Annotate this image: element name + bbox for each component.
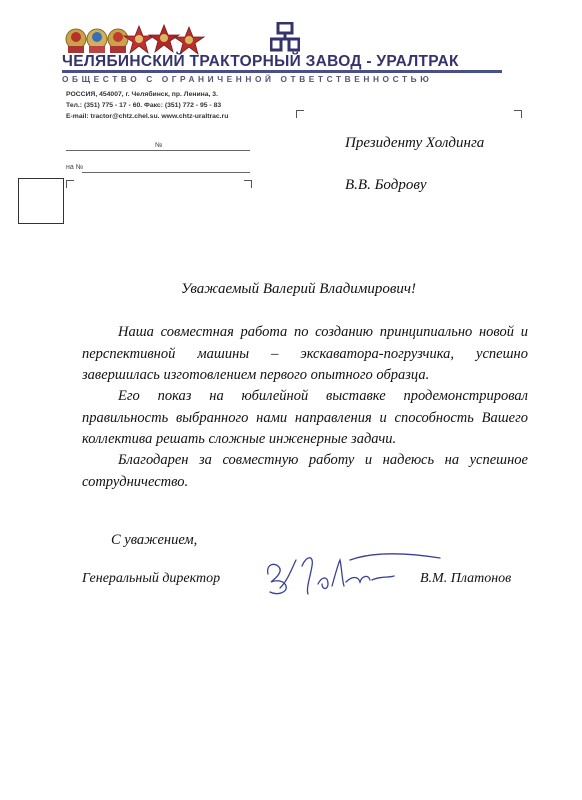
outgoing-number-line [66, 150, 250, 151]
addressee-name: В.В. Бодрову [345, 177, 427, 193]
award-medals-icon [64, 22, 210, 56]
field-corner-mark [244, 180, 252, 188]
address-line: РОССИЯ, 454007, г. Челябинск, пр. Ленина, 3. [66, 91, 218, 98]
salutation: Уважаемый Валерий Владимирович! [181, 281, 417, 297]
body-paragraph: Наша совместная работа по созданию принципиально новой и перспективной машины – экскаватора-погрузчика, успешно завершилась изготовлением первого опытного образца. [82, 324, 528, 383]
email-web-line: E-mail: tractor@chtz.chel.su. www.chtz-uraltrac.ru [66, 113, 229, 120]
body-paragraph: Благодарен за совместную работу и надеюсь на успешное сотрудничество. [82, 452, 528, 490]
address-corner-mark [296, 110, 304, 118]
company-logo-icon [270, 22, 300, 52]
reply-number-label: на № [66, 164, 84, 171]
body-paragraph: Его показ на юбилейной выставке продемонстрировал правильность выбранного нами направления и способность Вашего коллектива решать сложные инженерные задачи. [82, 388, 528, 447]
addressee-title: Президенту Холдинга [345, 135, 485, 151]
handwritten-signature [262, 546, 442, 606]
company-name: ЧЕЛЯБИНСКИЙ ТРАКТОРНЫЙ ЗАВОД - УРАЛТРАК [62, 53, 459, 70]
stamp-box [18, 178, 64, 224]
closing: С уважением, [111, 532, 198, 548]
organization-type: ОБЩЕСТВО С ОГРАНИЧЕННОЙ ОТВЕТСТВЕННОСТЬЮ [62, 74, 433, 84]
signer-position: Генеральный директор [82, 571, 221, 586]
address-corner-mark [514, 110, 522, 118]
header-rule [62, 70, 502, 73]
phone-fax-line: Тел.: (351) 775 - 17 - 60. Факс: (351) 772 - 95 - 83 [66, 102, 222, 109]
signer-name: В.М. Платонов [420, 571, 512, 586]
field-corner-mark [66, 180, 74, 188]
reply-number-line [82, 172, 250, 173]
number-sign: № [155, 142, 163, 149]
